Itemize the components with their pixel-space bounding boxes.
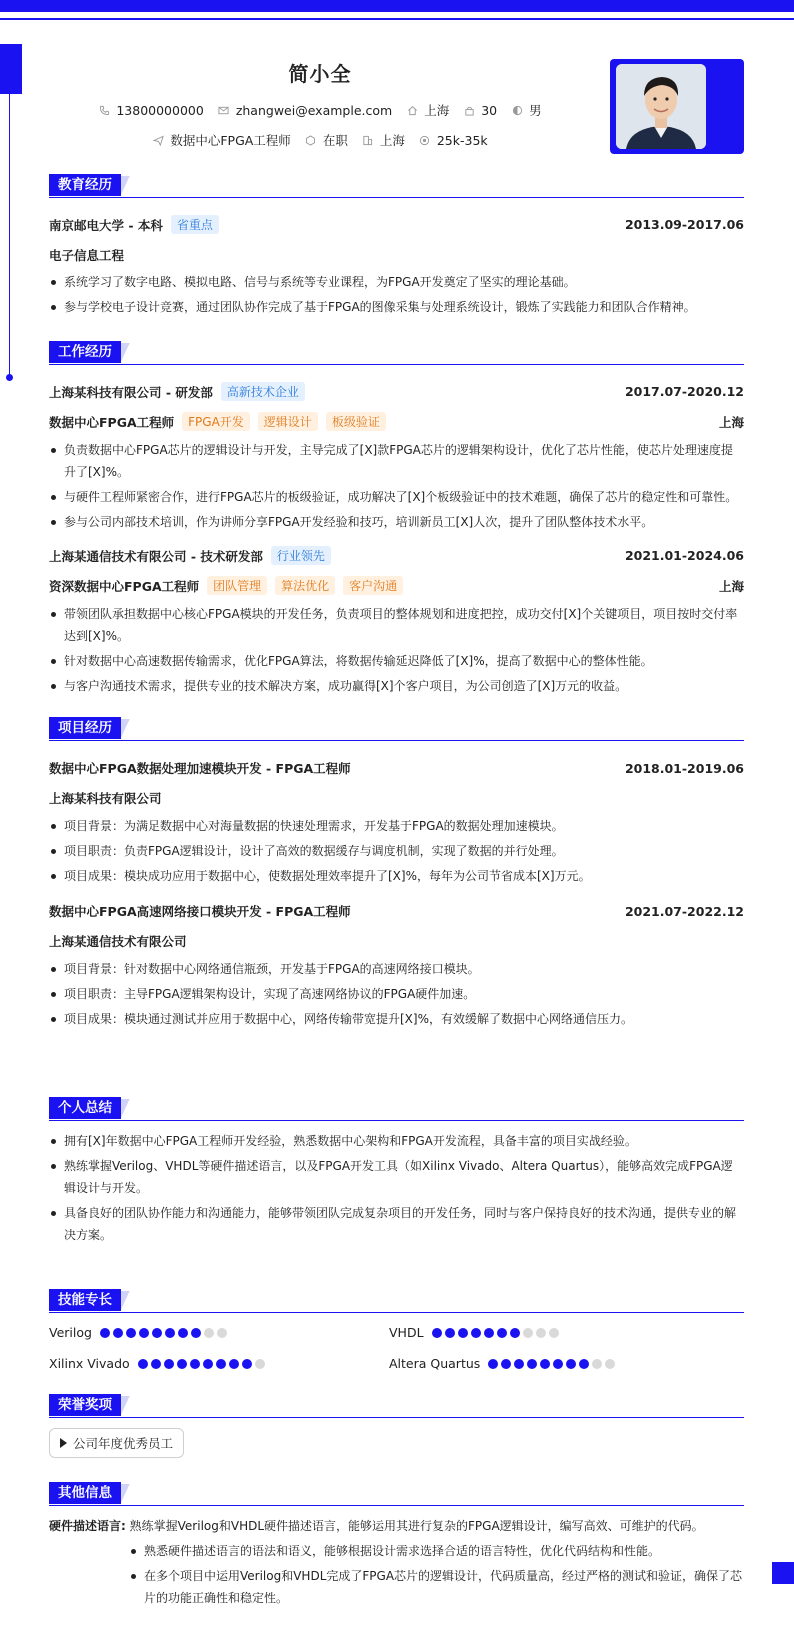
list-item: 针对数据中心高速数据传输需求，优化FPGA算法，将数据传输延迟降低了[X]%，提高了数据中心的整体性能。 — [49, 650, 744, 672]
project-bullets — [49, 815, 744, 887]
list-item: 项目背景：为满足数据中心对海量数据的快速处理需求，开发基于FPGA的数据处理加速模块。 — [49, 815, 744, 837]
rating-dot-filled — [510, 1328, 520, 1338]
list-item: 项目成果：模块通过测试并应用于数据中心，网络传输带宽提升[X]%，有效缓解了数据中心网络通信压力。 — [49, 1008, 744, 1030]
project-company: 上海某通信技术有限公司 — [49, 934, 187, 949]
project-name: 数据中心FPGA高速网络接口模块开发 - FPGA工程师 — [49, 904, 351, 919]
rating-dot-empty — [204, 1328, 214, 1338]
rating-dot-filled — [138, 1359, 148, 1369]
job-row — [49, 382, 744, 401]
honors-section — [49, 1394, 744, 1458]
school-name: 南京邮电大学 - 本科 — [49, 217, 163, 233]
rating-dot-filled — [126, 1328, 136, 1338]
rating-dot-empty — [592, 1359, 602, 1369]
rating-dot-filled — [178, 1328, 188, 1338]
award-name: 公司年度优秀员工 — [73, 1436, 174, 1451]
job-role: 数据中心FPGA工程师 — [49, 414, 175, 430]
job-bullets — [49, 439, 744, 533]
left-accent-block — [0, 44, 22, 94]
rating-dot-filled — [579, 1359, 589, 1369]
list-item: 参与公司内部技术培训，作为讲师分享FPGA开发经验和技巧，培训新员工[X]人次，提升了团队整体技术水平。 — [49, 511, 744, 533]
skill-rating — [488, 1359, 615, 1369]
skill-rating — [138, 1359, 265, 1369]
email-icon — [218, 104, 230, 116]
rating-dot-filled — [229, 1359, 239, 1369]
other-section — [49, 1482, 744, 1609]
skill-tag: 板级验证 — [326, 412, 386, 431]
rating-dot-filled — [553, 1359, 563, 1369]
skills-section — [49, 1289, 744, 1371]
role-row — [49, 412, 744, 431]
section-title: 工作经历 — [49, 341, 121, 363]
rating-dot-empty — [523, 1328, 533, 1338]
left-accent-dot — [6, 374, 13, 381]
building-icon — [362, 134, 374, 146]
profile-photo-frame — [610, 59, 744, 154]
education-period: 2013.09-2017.06 — [624, 217, 744, 232]
summary-section — [49, 1097, 744, 1246]
list-item: 项目职责：负责FPGA逻辑设计，设计了高效的数据缓存与调度机制，实现了数据的并行处理。 — [49, 840, 744, 862]
rating-dot-empty — [536, 1328, 546, 1338]
age-value: 30 — [481, 102, 498, 118]
home-icon — [406, 104, 418, 116]
section-header — [49, 1289, 744, 1313]
project-name: 数据中心FPGA数据处理加速模块开发 - FPGA工程师 — [49, 761, 351, 776]
rating-dot-filled — [191, 1328, 201, 1338]
rating-dot-filled — [471, 1328, 481, 1338]
list-item: 熟练掌握Verilog、VHDL等硬件描述语言，以及FPGA开发工具（如Xilinx Vivado、Altera Quartus），能够高效完成FPGA逻辑设计与开发。 — [49, 1155, 744, 1199]
section-header — [49, 1097, 744, 1121]
rating-dot-filled — [484, 1328, 494, 1338]
skill-item — [389, 1325, 729, 1340]
other-label: 硬件描述语言: — [49, 1519, 126, 1533]
section-header — [49, 1394, 744, 1418]
section-header — [49, 717, 744, 741]
project-row — [49, 759, 744, 777]
list-item: 项目背景：针对数据中心网络通信瓶颈，开发基于FPGA的高速网络接口模块。 — [49, 958, 744, 980]
other-detail — [49, 1515, 744, 1537]
skill-tag: 客户沟通 — [343, 576, 403, 595]
skill-name: Verilog — [49, 1325, 92, 1340]
rating-dot-filled — [488, 1359, 498, 1369]
rating-dot-filled — [177, 1359, 187, 1369]
rating-dot-filled — [514, 1359, 524, 1369]
rating-dot-filled — [445, 1328, 455, 1338]
age-icon — [463, 104, 475, 116]
play-icon — [60, 1438, 67, 1448]
skill-item — [389, 1356, 729, 1371]
rating-dot-filled — [151, 1359, 161, 1369]
skill-name: VHDL — [389, 1325, 424, 1340]
rating-dot-filled — [566, 1359, 576, 1369]
hometown-value: 上海 — [424, 103, 450, 118]
skill-item — [49, 1325, 389, 1340]
company-tag: 行业领先 — [271, 546, 331, 565]
project-bullets — [49, 958, 744, 1030]
job-period: 2021.01-2024.06 — [624, 548, 744, 563]
rating-dot-filled — [540, 1359, 550, 1369]
section-header — [49, 1482, 744, 1506]
status-value: 在职 — [322, 133, 348, 148]
section-title: 其他信息 — [49, 1482, 121, 1504]
other-bullets — [129, 1540, 744, 1609]
rating-dot-filled — [152, 1328, 162, 1338]
left-accent-line — [9, 94, 10, 378]
rating-dot-empty — [217, 1328, 227, 1338]
rating-dot-filled — [501, 1359, 511, 1369]
list-item: 项目成果：模块成功应用于数据中心，使数据处理效率提升了[X]%，每年为公司节省成本[X]万元。 — [49, 865, 744, 887]
section-title: 荣誉奖项 — [49, 1394, 121, 1416]
list-item: 与硬件工程师紧密合作，进行FPGA芯片的板级验证，成功解决了[X]个板级验证中的技术难题，确保了芯片的稳定性和可靠性。 — [49, 486, 744, 508]
rating-dot-filled — [497, 1328, 507, 1338]
project-company: 上海某科技有限公司 — [49, 791, 162, 806]
rating-dot-filled — [203, 1359, 213, 1369]
send-icon — [152, 134, 164, 146]
list-item: 带领团队承担数据中心核心FPGA模块的开发任务，负责项目的整体规划和进度把控，成功交付[X]个关键项目，项目按时交付率达到[X]%。 — [49, 603, 744, 647]
rating-dot-filled — [527, 1359, 537, 1369]
rating-dot-filled — [216, 1359, 226, 1369]
skill-item — [49, 1356, 389, 1371]
project-row — [49, 902, 744, 920]
list-item: 熟悉硬件描述语言的语法和语义，能够根据设计需求选择合适的语言特性，优化代码结构和性能。 — [129, 1540, 744, 1562]
section-header — [49, 341, 744, 365]
job-city: 上海 — [718, 414, 744, 430]
education-row — [49, 215, 744, 234]
status-icon — [305, 134, 317, 146]
job-city: 上海 — [718, 578, 744, 594]
skill-tag: 算法优化 — [275, 576, 335, 595]
rating-dot-filled — [432, 1328, 442, 1338]
phone-value: 13800000000 — [116, 102, 204, 118]
target-job-value: 数据中心FPGA工程师 — [170, 133, 291, 148]
projects-section — [49, 717, 744, 1030]
rating-dot-filled — [100, 1328, 110, 1338]
school-tag: 省重点 — [171, 215, 219, 234]
job-bullets — [49, 603, 744, 697]
resume-header — [50, 58, 590, 149]
rating-dot-filled — [139, 1328, 149, 1338]
list-item: 系统学习了数字电路、模拟电路、信号与系统等专业课程，为FPGA开发奠定了坚实的理论基础。 — [49, 271, 744, 293]
list-item: 参与学校电子设计竞赛，通过团队协作完成了基于FPGA的图像采集与处理系统设计，锻炼了实践能力和团队合作精神。 — [49, 296, 744, 318]
skill-name: Xilinx Vivado — [49, 1356, 130, 1371]
salary-value: 25k-35k — [436, 132, 488, 148]
section-title: 个人总结 — [49, 1097, 121, 1119]
skill-rating — [100, 1328, 227, 1338]
project-period: 2018.01-2019.06 — [624, 760, 744, 776]
candidate-name: 简小全 — [288, 62, 352, 86]
company-name: 上海某科技有限公司 - 研发部 — [49, 384, 213, 400]
education-section — [49, 174, 744, 318]
skill-tag: FPGA开发 — [182, 412, 250, 431]
top-accent-line — [0, 18, 794, 20]
gender-icon — [511, 104, 523, 116]
major-name: 电子信息工程 — [49, 248, 125, 263]
summary-bullets — [49, 1130, 744, 1246]
list-item: 负责数据中心FPGA芯片的逻辑设计与开发，主导完成了[X]款FPGA芯片的逻辑架构设计，优化了芯片性能，使芯片处理速度提升了[X]%。 — [49, 439, 744, 483]
basic-info-row — [50, 101, 590, 119]
job-role: 资深数据中心FPGA工程师 — [49, 578, 200, 594]
target-city-value: 上海 — [379, 133, 405, 148]
rating-dot-filled — [242, 1359, 252, 1369]
education-bullets — [49, 271, 744, 318]
company-name: 上海某通信技术有限公司 - 技术研发部 — [49, 548, 263, 564]
section-title: 项目经历 — [49, 717, 121, 739]
list-item: 在多个项目中运用Verilog和VHDL完成了FPGA芯片的逻辑设计，代码质量高，经过严格的测试和验证，确保了芯片的功能正确性和稳定性。 — [129, 1565, 744, 1609]
rating-dot-filled — [164, 1359, 174, 1369]
skill-name: Altera Quartus — [389, 1356, 481, 1371]
salary-icon — [419, 134, 431, 146]
rating-dot-filled — [190, 1359, 200, 1369]
top-accent-bar — [0, 0, 794, 12]
role-row — [49, 576, 744, 595]
list-item: 与客户沟通技术需求，提供专业的技术解决方案，成功赢得[X]个客户项目，为公司创造了[X]万元的收益。 — [49, 675, 744, 697]
rating-dot-filled — [113, 1328, 123, 1338]
email-value: zhangwei@example.com — [235, 102, 393, 118]
job-row — [49, 546, 744, 565]
skills-grid — [49, 1325, 744, 1371]
rating-dot-filled — [458, 1328, 468, 1338]
award-item — [49, 1428, 184, 1458]
work-section — [49, 341, 744, 697]
section-title: 教育经历 — [49, 174, 121, 196]
rating-dot-empty — [605, 1359, 615, 1369]
job-period: 2017.07-2020.12 — [624, 384, 744, 399]
list-item: 拥有[X]年数据中心FPGA工程师开发经验，熟悉数据中心架构和FPGA开发流程，具备丰富的项目实战经验。 — [49, 1130, 744, 1152]
section-title: 技能专长 — [49, 1289, 121, 1311]
project-period: 2021.07-2022.12 — [624, 903, 744, 919]
company-tag: 高新技术企业 — [221, 382, 305, 401]
gender-value: 男 — [529, 103, 542, 118]
list-item: 项目职责：主导FPGA逻辑架构设计，实现了高速网络协议的FPGA硬件加速。 — [49, 983, 744, 1005]
rating-dot-filled — [165, 1328, 175, 1338]
rating-dot-empty — [255, 1359, 265, 1369]
skill-tag: 团队管理 — [207, 576, 267, 595]
section-header — [49, 174, 744, 198]
skill-tag: 逻辑设计 — [258, 412, 318, 431]
phone-icon — [98, 104, 110, 116]
other-text: 熟练掌握Verilog和VHDL硬件描述语言，能够运用其进行复杂的FPGA逻辑设计，编写高效、可维护的代码。 — [129, 1519, 704, 1533]
skill-rating — [432, 1328, 559, 1338]
profile-photo — [616, 64, 706, 149]
job-intent-row — [50, 131, 590, 149]
rating-dot-empty — [549, 1328, 559, 1338]
right-accent-block — [772, 1562, 794, 1584]
list-item: 具备良好的团队协作能力和沟通能力，能够带领团队完成复杂项目的开发任务，同时与客户保持良好的技术沟通，提供专业的解决方案。 — [49, 1202, 744, 1246]
